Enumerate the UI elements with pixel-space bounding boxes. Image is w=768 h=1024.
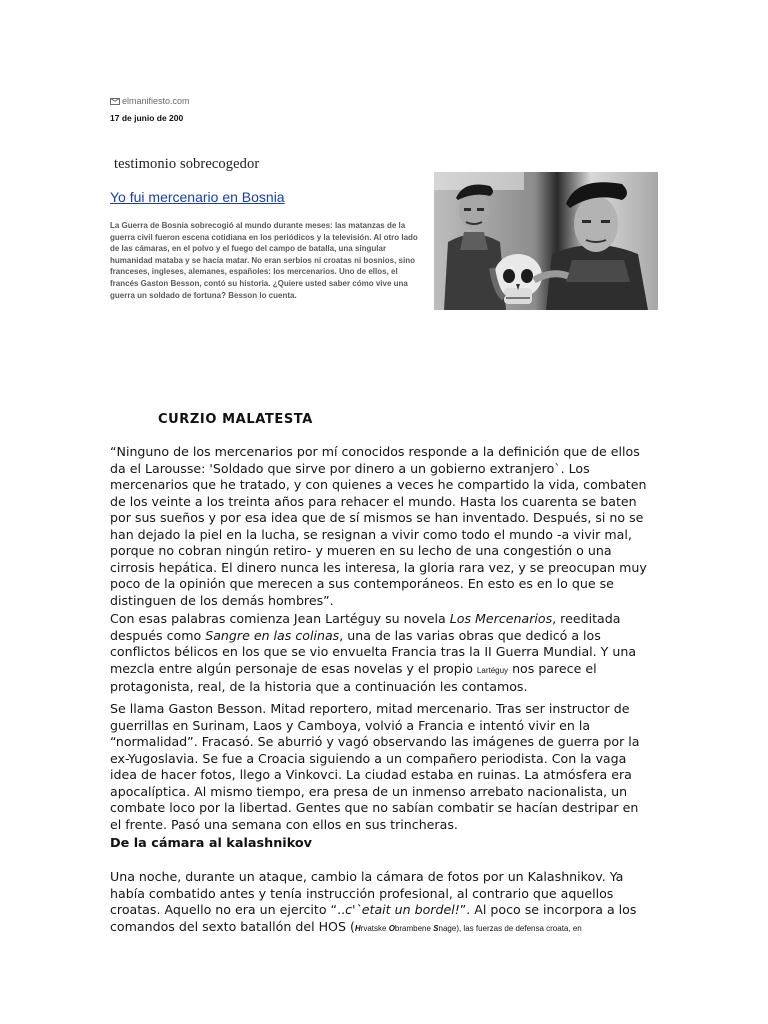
book-title: Sangre en las colinas — [205, 627, 340, 643]
text-run: , reeditada después como — [110, 611, 621, 643]
book-title: Los Mercenarios — [449, 611, 553, 626]
paragraph-text: “Ninguno de los mercenarios por mí conocidos responde a la definición que de ellos da el Larousse: 'Soldado que sirve por dinero a un gobierno extranjero`. Los mercenarios que he tratado, y con quienes a veces he compartido la vida, combaten de los veinte a los treinta años para rehacer el mundo. Hasta los cuarenta se baten por sus sueños y por esa idea que de sí mismos se han inventado. Después, si no se han dejado la piel en la lucha, se resignan a vivir como todo el mundo -a vivir mal, porque no cobran ningún retiro- y mueren en su lecho de una congestión o una cirrosis hepática. El dinero nunca les interesa, la gloria rara vez, y se preocupan muy poco de la opinión que merecen a sus contemporáneos. En esto es en lo que se distinguen de los demás hombres”. — [110, 444, 647, 608]
mercenaries-photo — [434, 172, 658, 310]
source-link[interactable]: elmanifiesto.com — [122, 96, 190, 106]
author-name-small: Lartéguy — [476, 665, 509, 675]
article-headline[interactable]: Yo fui mercenario en Bosnia — [110, 189, 285, 205]
text-run: nage — [438, 923, 457, 933]
envelope-icon[interactable] — [110, 98, 120, 105]
text-run: rvatske — [360, 923, 389, 933]
paragraph-quote — [110, 444, 650, 609]
article-lead: La Guerra de Bosnia sobrecogió al mundo durante meses: las matanzas de la guerra civil fueron escena cotidiana en los periódicos y la televisión. Al otro lado de las cámaras, en el polvo y el fuego del campo de batalla, una singular humanidad mataba y se hacía matar. No eran serbios ni croatas ni bosnios, sino franceses, ingleses, alemanes, españoles: los mercenarios. Uno de ellos, el francés Gaston Besson, contó su historia. ¿Quiere usted saber cómo vive una guerra un soldado de fortuna? Besson lo cuenta. — [110, 221, 418, 300]
text-run: nos parece el protagonista, real, de la historia que a continuación les contamos. — [110, 660, 597, 694]
section-subheading: De la cámara al kalashnikov — [110, 836, 312, 851]
acronym-letter: S — [433, 923, 439, 933]
french-quote: c'`etait un bordel! — [345, 902, 460, 917]
acronym-letter: O — [388, 923, 395, 933]
author-byline: CURZIO MALATESTA — [158, 412, 313, 427]
article-kicker: testimonio sobrecogedor — [114, 156, 260, 172]
text-run: ”. Al poco se incorpora a los comandos del sexto batallón del HOS ( — [110, 902, 637, 934]
text-run: Una noche, durante un ataque, cambio la cámara de fotos por un Kalashnikov. Ya había combatido antes y tenía instrucción profesional, al contrario que aquellos croatas. Aquello no era un ejercito “.. — [110, 869, 624, 917]
text-run: , una de las varias obras que dedicó a los conflictos bélicos en los que se vio envuelta Francia tras la II Guerra Mundial. Y una mezcla entre algún personaje de esas novelas y el propio — [110, 627, 637, 676]
text-run: brambene — [394, 923, 434, 933]
article-date: 17 de junio de 200 — [110, 113, 184, 123]
source-line — [110, 96, 190, 106]
text-run: Con esas palabras comienza Jean Lartéguy su novela — [110, 611, 450, 626]
article-photo — [434, 172, 658, 310]
paragraph-4 — [110, 869, 650, 937]
paragraph-2 — [110, 611, 650, 696]
acronym-letter: H — [354, 923, 361, 933]
paragraph-3 — [110, 701, 650, 833]
paragraph-text: Se llama Gaston Besson. Mitad reportero, mitad mercenario. Tras ser instructor de guerrillas en Surinam, Laos y Camboya, volvió a Francia e intentó vivir en la “normalidad”. Fracasó. Se aburrió y vagó observando las imágenes de guerra por la ex-Yugoslavia. Se fue a Croacia siguiendo a un compañero periodista. Con la vaga idea de hacer fotos, llego a Vinkovci. La ciudad estaba en ruinas. La atmósfera era apocalíptica. Al mismo tiempo, era presa de un inmenso arrebato nacionalista, un combate loco por la libertad. Gentes que no sabían combatir se hacían destripar en el frente. Pasó una semana con ellos en sus trincheras. — [110, 701, 640, 832]
text-run: ), las fuerzas de defensa croata, en — [456, 923, 582, 933]
